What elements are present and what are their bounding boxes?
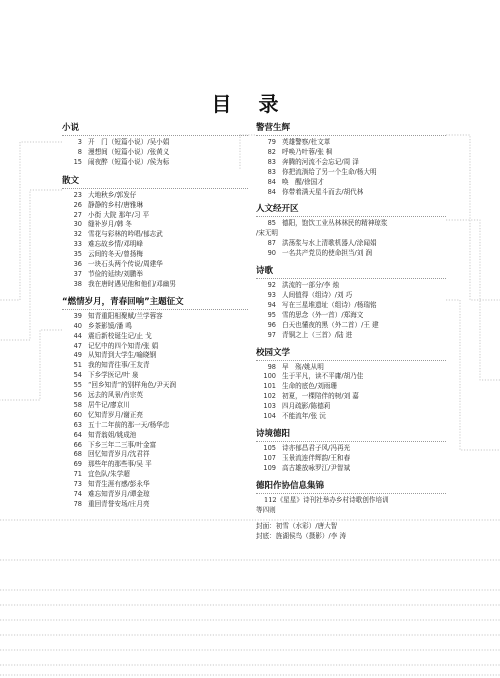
entry-title: 呼唤乃叶蓉/张 枫	[282, 147, 333, 156]
entry-title: 回忆知青岁月/沈君祥	[88, 450, 150, 459]
entry-title: 雪花与彩林的吟唱/郁志武	[88, 230, 163, 239]
page-number: 8	[77, 147, 82, 156]
page-number: 27	[73, 210, 82, 219]
entry-author-continuation: /宋无明	[256, 229, 279, 238]
page-number: 44	[73, 331, 82, 340]
page-number: 49	[73, 351, 82, 360]
section-heading: 小说	[62, 122, 248, 136]
entry-title: 云间的冬天/曾扬梅	[88, 250, 143, 259]
left-column	[62, 122, 248, 516]
entry-title: 诗亦郁昌君子风/冯再光	[282, 443, 351, 452]
toc-entry[interactable]	[62, 431, 248, 441]
entry-title: 宜色队/朱学超	[88, 470, 130, 479]
page-title: 目 录	[211, 92, 289, 116]
entry-title: 我的知青往事/王友青	[88, 361, 150, 370]
page-number: 83	[267, 157, 276, 166]
toc-entry[interactable]	[62, 280, 248, 290]
entry-title: 人间值得（组诗）/刘 巧	[282, 290, 353, 299]
toc-entry[interactable]	[62, 460, 248, 470]
section-heading: 诗歌	[256, 265, 446, 279]
news-entry-line: 等四则	[256, 505, 276, 514]
toc-entry[interactable]	[256, 138, 446, 148]
entry-title: 漫想间（短篇小说）/张黄义	[88, 147, 170, 156]
page-number: 69	[73, 460, 82, 469]
entry-title: 初夏，一棵陪伴的树/刘 嘉	[282, 392, 359, 401]
toc-entry[interactable]	[62, 158, 248, 168]
toc-entry[interactable]	[256, 363, 446, 373]
entry-title: 重回青誉安场/庄月亮	[88, 500, 150, 508]
page-number: 23	[73, 190, 82, 199]
right-column	[256, 122, 446, 541]
entry-title: 乡茶影馍/潘 鸣	[88, 321, 132, 330]
entry-title: 四月疏影/陈德莉	[282, 402, 331, 411]
toc-entry[interactable]	[62, 450, 248, 460]
page-number: 82	[267, 147, 276, 156]
toc-entry[interactable]	[256, 148, 446, 158]
page-number: 33	[73, 240, 82, 249]
section-poetry	[256, 265, 446, 340]
toc-entry[interactable]	[62, 480, 248, 490]
toc-entry[interactable]	[62, 470, 248, 480]
page-number: 107	[263, 453, 276, 462]
toc-entry[interactable]	[62, 138, 248, 148]
toc-entry[interactable]	[256, 321, 446, 331]
toc-entry[interactable]	[256, 168, 446, 178]
toc-entry[interactable]	[62, 490, 248, 500]
entry-title: 青铜之上（三首）/陆 进	[282, 330, 353, 339]
entry-title: 一名共产党员的使命担当/刘 润	[282, 249, 373, 258]
page-number: 32	[73, 230, 82, 239]
page-number: 84	[267, 177, 276, 186]
news-entry-line[interactable]: 112《星星》诗刊社举办乡村诗歌创作培训	[264, 495, 389, 504]
entry-title: “回乡知青”的别样角色/尹天润	[88, 381, 177, 390]
section-development-zone	[256, 203, 446, 259]
entry-title: 你带着满天星斗而去/胡代林	[282, 187, 364, 196]
page-number: 101	[263, 382, 276, 391]
entry-title: 雪的思念（外一首）/郑海文	[282, 310, 364, 319]
front-cover-credit: 封面：初雪（水彩）/唐大智	[256, 522, 338, 531]
page-number: 54	[73, 371, 82, 380]
entry-title: 震后新校诞生记/止 戈	[88, 331, 152, 340]
page-number: 97	[267, 330, 276, 339]
entry-title: 洪荡浆与水上清歌机器人/涂闻娟	[282, 239, 377, 248]
page-number: 103	[263, 402, 276, 411]
toc-entry[interactable]	[62, 361, 248, 371]
section-heading: 警营生辉	[256, 122, 446, 136]
entry-title: 五十二年前的那一天/杨华忠	[88, 420, 170, 429]
page-number: 64	[73, 430, 82, 439]
toc-entry[interactable]	[256, 311, 446, 321]
toc-entry[interactable]	[256, 392, 446, 402]
toc-entry[interactable]	[256, 249, 446, 259]
page-number: 78	[73, 500, 82, 508]
page-number: 37	[73, 269, 82, 278]
entry-title: 生命的底色/刘雨珊	[282, 382, 337, 391]
entry-title: 知青翁姐/姚成池	[88, 430, 137, 439]
page-number: 51	[73, 361, 82, 370]
section-heading: 德阳作协信息集锦	[256, 480, 446, 494]
page-number: 39	[73, 311, 82, 320]
toc-entry[interactable]	[62, 371, 248, 381]
toc-entry[interactable]	[62, 500, 248, 510]
page-number: 36	[73, 260, 82, 269]
entry-title: 下乡学医记/叶 泉	[88, 371, 139, 380]
toc-entry[interactable]	[256, 402, 446, 412]
toc-entry[interactable]	[256, 178, 446, 188]
toc-entry[interactable]	[62, 201, 248, 211]
page-number: 94	[267, 300, 276, 309]
entry-title: 记忆中的四个知青/张 娟	[88, 341, 159, 350]
page-number: 96	[267, 320, 276, 329]
entry-title: 我在唐时遇见他和他们/邓幽男	[88, 279, 176, 288]
toc-entry[interactable]	[62, 191, 248, 201]
toc-entry[interactable]	[256, 188, 446, 198]
entry-title: 生于平凡，读不平庸/胡乃佳	[282, 372, 364, 381]
toc-entry[interactable]	[62, 401, 248, 411]
entry-title: 唤 醒/徐国才	[282, 177, 324, 186]
entry-title: 闹夜醉（短篇小说）/侯为标	[88, 157, 170, 166]
page-number: 79	[267, 138, 276, 146]
toc-entry[interactable]	[256, 454, 446, 464]
entry-title: 洪流的一部分/李 烛	[282, 281, 340, 290]
cover-credits	[256, 521, 446, 541]
toc-entry[interactable]	[62, 351, 248, 361]
page-number: 87	[267, 239, 276, 248]
entry-title: 高古雄放咏罗江/尹智斌	[282, 463, 351, 472]
section-heading: “燃情岁月，青春回响”主题征文	[62, 296, 248, 310]
page-number: 73	[73, 480, 82, 489]
page-number: 105	[263, 443, 276, 452]
toc-entry[interactable]	[62, 220, 248, 230]
toc-entry[interactable]	[256, 301, 446, 311]
section-writers-association-news	[256, 480, 446, 516]
page-number: 68	[73, 450, 82, 459]
section-deyang-poetry	[256, 428, 446, 474]
entry-title: 从知青到大学生/喻晓钢	[88, 351, 157, 360]
entry-title: 知青重阳相聚赋/兰学蓉容	[88, 311, 163, 320]
entry-title: 一块石头两个传说/周建华	[88, 260, 163, 269]
page-number: 93	[267, 290, 276, 299]
page-number: 40	[73, 321, 82, 330]
page-number: 71	[73, 470, 82, 479]
entry-title: 大地秋乡/郭发仔	[88, 190, 137, 199]
entry-title: 那些年的那些事/吴 平	[88, 460, 152, 469]
toc-entry[interactable]	[256, 331, 446, 341]
page-number: 100	[263, 372, 276, 381]
entry-title: 忆知青岁月/谢正亮	[88, 410, 143, 419]
page-number: 38	[73, 279, 82, 288]
entry-title: 知青生涯有感/彭永华	[88, 480, 150, 489]
entry-title: 居牛记/廖京川	[88, 400, 130, 409]
toc-entry[interactable]	[62, 240, 248, 250]
page-number: 102	[263, 392, 276, 401]
entry-title: 节俭的延续/刘鹏举	[88, 269, 143, 278]
toc-entry[interactable]	[256, 239, 446, 249]
page-number: 56	[73, 391, 82, 400]
page-number: 92	[267, 281, 276, 290]
toc-entry[interactable]	[256, 219, 446, 229]
toc-entry[interactable]	[62, 312, 248, 322]
toc-entry[interactable]	[62, 421, 248, 431]
page-number: 104	[263, 412, 276, 421]
section-police	[256, 122, 446, 197]
toc-entry[interactable]	[62, 391, 248, 401]
section-heading: 散文	[62, 175, 248, 189]
toc-entry[interactable]	[62, 441, 248, 451]
entry-title: 英雄警察/杜文革	[282, 138, 331, 146]
page-number: 60	[73, 410, 82, 419]
toc-entry[interactable]	[256, 464, 446, 474]
back-cover-credit: 封底：旌湖侯鸟（摄影）/李 涛	[256, 532, 347, 541]
entry-title: 奔腾的河流不会忘记/周 泽	[282, 157, 359, 166]
toc-entry[interactable]	[256, 158, 446, 168]
section-prose	[62, 175, 248, 290]
entry-title: 白天也懂夜的黑（外二首）/王 建	[282, 320, 379, 329]
entry-title: 写在三星堆遗址（组诗）/杨瑞铭	[282, 300, 377, 309]
toc-entry[interactable]	[62, 332, 248, 342]
toc-entry[interactable]	[256, 372, 446, 382]
section-campus-literature	[256, 347, 446, 422]
page-number: 30	[73, 220, 82, 229]
page-number: 95	[267, 310, 276, 319]
toc-entry[interactable]	[62, 270, 248, 280]
page-number: 74	[73, 490, 82, 499]
section-heading: 诗境德阳	[256, 428, 446, 442]
toc-entry[interactable]	[62, 250, 248, 260]
page-number: 109	[263, 463, 276, 472]
toc-entry[interactable]	[62, 148, 248, 158]
page-number: 47	[73, 341, 82, 350]
page-number: 66	[73, 440, 82, 449]
entry-title: 玉景流连伴辉韵/王和春	[282, 453, 351, 462]
toc-entry[interactable]	[62, 411, 248, 421]
page-number: 63	[73, 420, 82, 429]
entry-title: 静静的乡村/唐雅琳	[88, 200, 143, 209]
entry-title: 缝补岁月/韩 冬	[88, 220, 132, 229]
entry-title: 不能流年/张 沅	[282, 412, 326, 421]
page-number: 35	[73, 250, 82, 259]
page-number: 90	[267, 249, 276, 258]
entry-title: 你把流淌给了另一个生命/杨大明	[282, 167, 377, 176]
section-heading: 校园文学	[256, 347, 446, 361]
page-number: 83	[267, 167, 276, 176]
toc-entry[interactable]	[256, 412, 446, 422]
entry-title: 难忘故乡情/邓明峰	[88, 240, 143, 249]
entry-title: 难忘知青岁月/谭金琼	[88, 490, 150, 499]
page-number: 84	[267, 187, 276, 196]
toc-entry[interactable]	[62, 322, 248, 332]
section-fiction	[62, 122, 248, 168]
page-number: 15	[73, 157, 82, 166]
toc-entry[interactable]	[256, 382, 446, 392]
toc-entry[interactable]	[256, 281, 446, 291]
page-number: 55	[73, 381, 82, 390]
toc-entry[interactable]	[62, 381, 248, 391]
page-number: 85	[267, 219, 276, 228]
toc-entry[interactable]	[62, 260, 248, 270]
toc-entry[interactable]	[62, 342, 248, 352]
section-essay-contest	[62, 296, 248, 510]
toc-entry[interactable]	[256, 444, 446, 454]
page-number: 3	[77, 138, 82, 146]
entry-title: 远去的风景/肖宗英	[88, 391, 143, 400]
entry-title: 小街 大院 那年/习 平	[88, 210, 150, 219]
entry-title: 开 门（短篇小说）/吴小娟	[88, 138, 170, 146]
page-number: 58	[73, 400, 82, 409]
page-number: 98	[267, 362, 276, 371]
toc-entry[interactable]	[256, 291, 446, 301]
entry-title: 早 殇/姚从明	[282, 362, 324, 371]
toc-entry[interactable]	[62, 211, 248, 221]
toc-entry[interactable]	[62, 230, 248, 240]
section-heading: 人文经开区	[256, 203, 446, 217]
entry-title: 下乡三年二三事/叶金富	[88, 440, 157, 449]
entry-title: 德阳，饱饮工业丛林林民的精神琼浆	[282, 219, 388, 228]
page-number: 26	[73, 200, 82, 209]
